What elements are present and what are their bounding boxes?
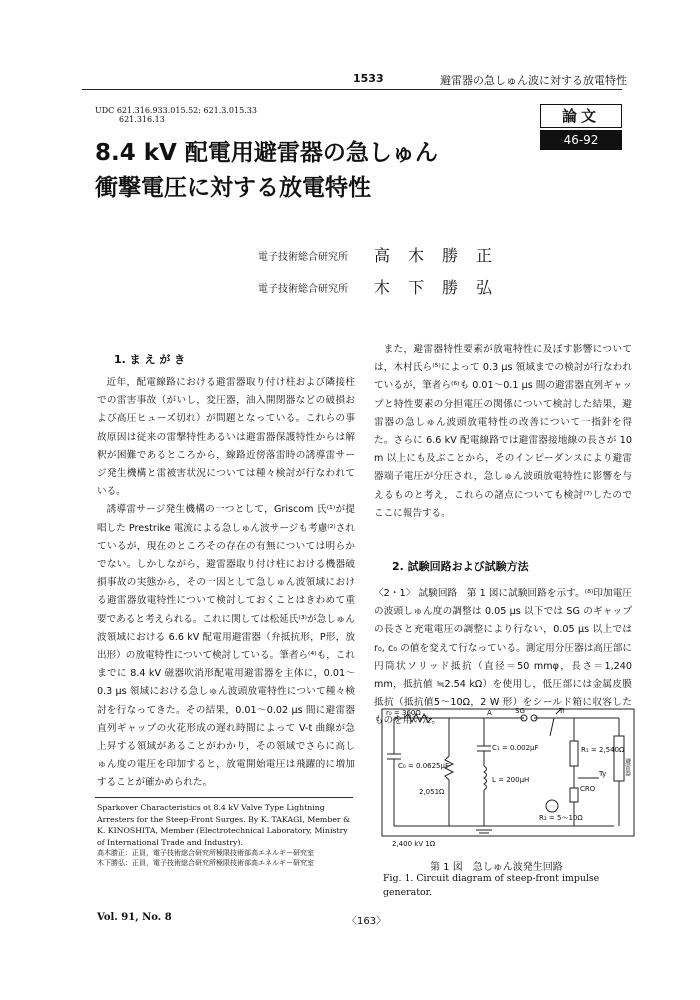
label-r2: R₂ = 5〜10Ω: [539, 814, 583, 822]
badge-label: 論文: [540, 104, 622, 128]
section-1-heading: 1. ま え が き: [114, 353, 186, 366]
label-node-a: A: [487, 709, 492, 717]
resistor-r1: [570, 741, 578, 766]
author-1-name: 高木勝正: [374, 246, 511, 265]
label-ty: Ty: [599, 770, 607, 778]
title-line-1: 8.4 kV 配電用避雷器の急しゅん: [95, 140, 438, 166]
label-sg: SG: [515, 707, 525, 715]
diagram-frame: [382, 709, 634, 836]
label-source: 2,400 kV 1Ω: [392, 840, 436, 848]
cro-symbol: [546, 800, 558, 812]
section-1-paragraph-2: 誘導雷サージ発生機構の一つとして，Griscom 氏⁽¹⁾が提唱した Prestrike 電流による急しゅん波サージも考慮⁽²⁾されているが，現在のところその存在の有無については明らかでない。しかしながら，避雷器取り付け柱における機器破損事故の実態から，その一因として急しゅん波領域における避雷器放電特性について検討しておくことはきわめて重要であると考えられる。これに関しては松延氏⁽³⁾が急しゅん波領域における 6.6 kV 配電用避雷器（弁抵抗形，P形，放出形）の放電特性について検討している。筆者ら⁽⁴⁾も，これまでに 8.4 kV 磁器吹消形配電用避雷器を主体に，0.01～0.3 μs 領域における急しゅん波頭放電特性について種々検討を行なってきた。その結果，0.01～0.02 μs 間に避雷器直列ギャップの火花形成の遅れ時間によって V-t 曲線が急上昇する領域があることがわかり，その領域でさらに高しゅん度の電圧を印加すると，放電開始電圧は飛躍的に増加することが確かめられた。: [97, 504, 355, 789]
label-cro: CRO: [580, 785, 596, 793]
paper-title: [95, 136, 438, 206]
footnote-author-1: 高木勝正：正員，電子技術総合研究所極限技術部高エネルギー研究室: [97, 849, 314, 857]
header-rule: [82, 89, 622, 90]
section-1-body: [97, 374, 355, 793]
udc-code: [95, 106, 257, 124]
label-arrester: 避雷器: [623, 758, 631, 776]
title-line-2: 衝撃電圧に対する放電特性: [95, 175, 371, 201]
paper-badge: [540, 104, 622, 150]
footnote: [97, 802, 355, 868]
label-c0: C₀ = 0.0625μF: [398, 762, 449, 770]
volume-info: Vol. 91, No. 8: [97, 912, 172, 923]
label-inductance: L = 200μH: [492, 776, 530, 784]
arrester-symbol: [614, 736, 624, 781]
footnote-rule: [95, 797, 353, 798]
section-2-paragraph: 〈2・1〉 試験回路 第 1 図に試験回路を示す。⁽⁸⁾印加電圧の波頭しゅん度の調整は 0.05 μs 以下では SG のギャップの長さと充電電圧の調整により行ない，0.05 μs 以上では r₀, c₀ の値を変えて行なっている。測定用分圧器は高圧部に円筒状ソリッド抵抗（直径＝50 mmφ，長さ＝1,240 mm，抵抗値 ≒2.54 kΩ）を使用し，低圧部には金属皮膜抵抗（抵抗値5～10Ω，2 W 形）をシールド箱に収容したものを用いた。: [374, 588, 632, 727]
section-2-heading: 2. 試験回路および試験方法: [392, 560, 529, 573]
author-2-name: 木下勝弘: [374, 278, 511, 297]
label-parallel-resistor: 2,051Ω: [419, 788, 445, 796]
inductor-l: [484, 766, 487, 790]
page-footer-number: 〈163〉: [347, 916, 387, 927]
footnote-author-2: 木下勝弘：正員，電子技術総合研究所極限技術部高エネルギー研究室: [97, 859, 314, 867]
page-number: 1533: [353, 72, 384, 85]
right-column-intro: [374, 341, 632, 523]
section-1-paragraph-1: 近年，配電線路における避雷器取り付け柱および隣接柱での雷害事故（がいし，変圧器，油入開閉器などの破損および高圧ヒューズ切れ）が問題となっている。これらの事故原因は従来の雷撃特性あるいは避雷器保護特性からは解釈が困難であるところから，線路近傍落雷時の誘導雷サージ発生機構と雷被害状況については種々検討が行なわれている。: [97, 377, 355, 498]
running-title: 避雷器の急しゅん波に対する放電特性: [440, 74, 627, 87]
udc-line-2: 621.316.13: [119, 115, 165, 124]
footnote-english: Sparkover Characteristics ot 8.4 kV Valve Type Lightning Arresters for the Steep-Front Surges. By K. TAKAGI, Member & K. KINOSHITA, Member (Electrotechnical Laboratory, Ministry of International Trade and Industry).: [97, 803, 351, 847]
intro-continued-paragraph: また，避雷器特性要素が放電特性に及ぼす影響については，木村氏ら⁽⁵⁾によって 0.3 μs 領域までの検討が行なわれているが，筆者ら⁽⁶⁾も 0.01～0.1 μs 間の避雷器直列ギャップと特性要素の分担電圧の関係について検討した結果，避雷器の急しゅん波頭放電特性の改善について一指針を得た。さらに 6.6 kV 配電線路では避雷器接地線の長さが 10 m 以上にも及ぶことから，そのインピーダンスにより避雷器端子電圧が分圧され，急しゅん波頭放電特性に影響を与えるものと考え，これらの諸点についても検討⁽⁷⁾したのでここに報告する。: [374, 344, 632, 519]
resistor-r2: [570, 788, 578, 802]
circuit-diagram: [374, 706, 642, 856]
label-c1: C₁ = 0.002μF: [492, 744, 539, 752]
udc-line-1: UDC 621.316.933.015.52: 621.3.015.33: [95, 106, 257, 115]
figure-caption-english: Fig. 1. Circuit diagram of steep-front impulse generator.: [383, 873, 600, 898]
label-tr: Tr: [559, 707, 566, 715]
label-r0: r₀ = 360Ω: [386, 709, 421, 717]
badge-number: 46-92: [540, 130, 622, 150]
label-r1: R₁ = 2,540Ω: [581, 746, 625, 754]
author-2-affiliation: 電子技術総合研究所: [258, 284, 348, 295]
figure-caption-japanese: 第 1 図 急しゅん波発生回路: [430, 862, 563, 873]
author-1-affiliation: 電子技術総合研究所: [258, 252, 348, 263]
